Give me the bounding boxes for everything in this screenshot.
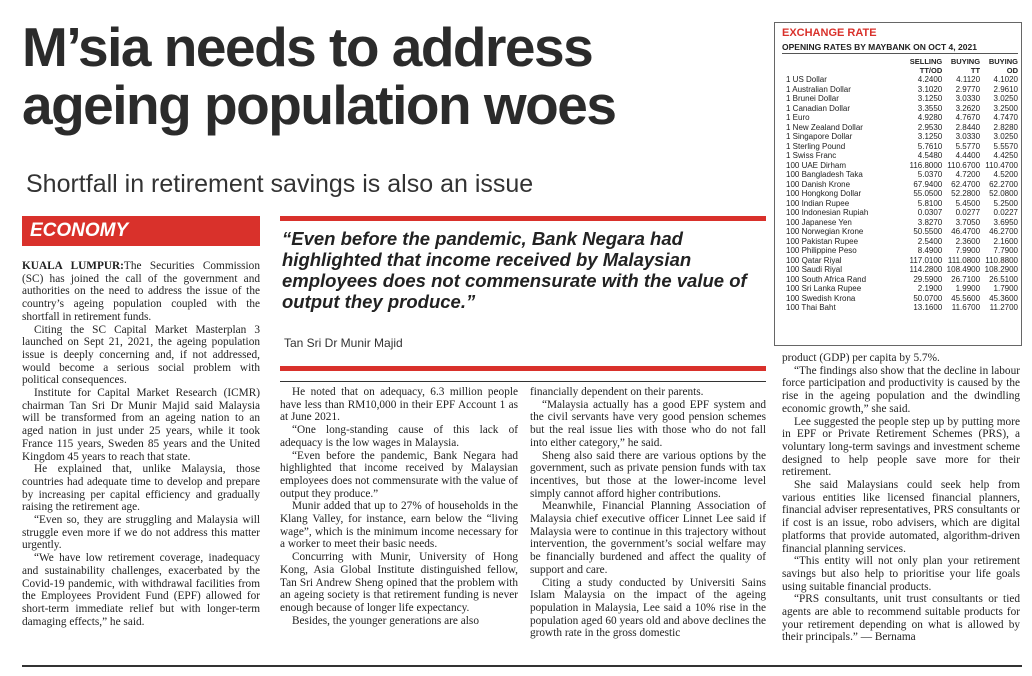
buying-tt-rate: 111.0800: [947, 255, 981, 265]
selling-rate: 4.2400: [917, 75, 943, 84]
buying-od-rate: 2.8280: [993, 122, 1018, 132]
buying-tt-rate: 45.5600: [951, 293, 981, 303]
column-top-rule: [280, 381, 766, 382]
selling-rate: 29.5900: [913, 274, 943, 284]
exchange-rate-row: [784, 227, 1020, 237]
exchange-rate-row: [784, 142, 1020, 152]
currency-name: 100 Indian Rupee: [786, 198, 850, 208]
buying-tt-rate: 5.4500: [955, 198, 981, 208]
buying-tt-rate: 3.2620: [955, 103, 981, 113]
exchange-rate-row: [784, 218, 1020, 228]
buying-od-rate: 62.2700: [989, 179, 1018, 189]
buying-od-rate: 7.7900: [993, 246, 1018, 255]
selling-rate: 3.1020: [917, 84, 943, 94]
article-paragraph: He explained that, unlike Malaysia, those countries had adequate time to develop and prepare by increasing per capital efficiency and gradually raising the retirement age.: [22, 463, 260, 514]
article-paragraph: She said Malaysians could seek help from various entities like licensed financial planners, financial adviser representatives, PRS consultants or if cost is an issue, robo advisers, which are digital platforms that provide automated, algorithm-driven financial planning services.: [782, 479, 1020, 555]
buying-tt-rate: 4.7670: [955, 113, 981, 122]
buying-tt-rate: 2.8440: [955, 122, 981, 132]
exchange-rate-row: [784, 75, 1020, 85]
exchange-rate-subtitle: OPENING RATES BY MAYBANK ON OCT 4, 2021: [782, 42, 977, 52]
subheadline: Shortfall in retirement savings is also an issue: [26, 170, 534, 198]
buying-od-rate: 4.5200: [993, 170, 1018, 179]
exchange-rate-row: [784, 284, 1020, 294]
buying-tt-rate: 110.6700: [947, 160, 981, 170]
buying-od-rate: 108.2900: [984, 265, 1018, 274]
exchange-rate-row: [784, 208, 1020, 218]
buying-tt-rate: 46.4700: [951, 227, 981, 236]
selling-rate: 5.8100: [917, 198, 943, 208]
buying-od-rate: 3.6950: [993, 217, 1018, 227]
exchange-rate-row: [784, 123, 1020, 133]
exchange-rate-row: [784, 104, 1020, 114]
article-paragraph: Institute for Capital Market Research (ICMR) chairman Tan Sri Dr Munir Majid said Malaysia will be transformed from an ageing nation to an aged nation in just under 25 years, while it took France 115 years, Sweden 85 years and the United Kingdom 45 years to reach that state.: [22, 387, 260, 463]
article-paragraph: Citing a study conducted by Universiti Sains Islam Malaysia on the impact of the ageing population in Malaysia, Lee said a 10% rise in the population aged 60 years old and above declines the growth rate in the gross domestic: [530, 576, 766, 640]
buying-od-rate: 0.0227: [993, 208, 1018, 217]
buying-tt-rate: 5.5770: [955, 141, 981, 151]
buying-od-rate: 5.2500: [993, 198, 1018, 208]
article-paragraph: Meanwhile, Financial Planning Association of Malaysia chief executive officer Linnet Lee said if Malaysia were to continue in this trajectory without intervention, the government’s social welfare may be financially burdened and affect the quality of support and care.: [530, 500, 766, 576]
selling-rate: 3.8270: [917, 217, 943, 227]
article-paragraph: “Even so, they are struggling and Malaysia will struggle even more if we do not address this matter urgently.: [22, 514, 260, 552]
buying-od-rate: 26.5100: [989, 274, 1018, 284]
article-column-4: [782, 352, 1020, 644]
currency-name: 100 Philippine Peso: [786, 246, 857, 255]
buying-tt-rate: 52.2800: [951, 189, 981, 198]
buying-od-rate: 2.1600: [993, 236, 1018, 246]
article-paragraph: financially dependent on their parents.: [530, 386, 704, 398]
buying-od-rate: 4.7470: [993, 113, 1018, 122]
selling-rate: 5.0370: [917, 170, 943, 179]
buying-od-rate: 4.4250: [993, 151, 1018, 160]
quote-bottom-rule: [280, 366, 766, 371]
currency-name: 100 Thai Baht: [786, 303, 836, 312]
buying-tt-rate: 7.9900: [955, 246, 981, 255]
selling-rate: 3.3550: [917, 103, 943, 113]
exchange-rate-row: [784, 94, 1020, 104]
buying-tt-rate: 3.0330: [955, 132, 981, 141]
buying-tt-header: BUYING TT: [950, 57, 981, 75]
buying-tt-rate: 2.9770: [955, 84, 981, 94]
selling-rate: 13.1600: [913, 303, 943, 312]
exchange-rate-row: [784, 113, 1020, 123]
selling-rate: 2.5400: [917, 236, 943, 246]
selling-rate: 5.7610: [917, 141, 943, 151]
currency-name: 1 Swiss Franc: [786, 151, 837, 160]
selling-rate: 117.0100: [909, 255, 943, 265]
exchange-rate-row: [784, 170, 1020, 180]
buying-od-header: BUYING OD: [988, 57, 1018, 75]
currency-name: 1 Euro: [786, 113, 810, 122]
buying-od-rate: 3.2500: [993, 103, 1018, 113]
currency-name: 100 Danish Krone: [786, 179, 851, 189]
exchange-rate-row: [784, 294, 1020, 304]
buying-od-rate: 3.0250: [993, 132, 1018, 141]
currency-name: 100 Norwegian Krone: [786, 227, 864, 236]
bottom-rule: [22, 665, 1022, 667]
selling-rate: 8.4900: [917, 246, 943, 255]
currency-name: 100 UAE Dirham: [786, 160, 847, 170]
selling-rate: 2.9530: [917, 122, 943, 132]
article-paragraph: “Malaysia actually has a good EPF system and the civil servants have very good pension schemes but the real issue lies with those who do not fall into either category,” he said.: [530, 398, 766, 449]
selling-rate: 3.1250: [917, 132, 943, 141]
currency-name: 1 Sterling Pound: [786, 141, 846, 151]
exchange-rate-row: [784, 199, 1020, 209]
article-paragraph: Citing the SC Capital Market Masterplan 3 launched on Sept 21, 2021, the ageing population issue is deeply concerning and, if not addressed, would become a serious social problem with political consequences.: [22, 323, 260, 387]
exchange-rate-row: [784, 151, 1020, 161]
exchange-rate-row: [784, 180, 1020, 190]
selling-rate: 67.9400: [913, 179, 943, 189]
article-paragraph: KUALA LUMPUR:The Securities Commission (SC) has joined the call of the government and authorities on the need to address the issue of the country’s ageing population coupled with the shortfall in retirement funds.: [22, 260, 260, 323]
quote-top-rule: [280, 216, 766, 221]
buying-tt-rate: 4.1120: [956, 75, 981, 84]
exchange-rate-title: EXCHANGE RATE: [782, 27, 877, 39]
buying-od-rate: 110.8800: [985, 255, 1018, 265]
buying-tt-rate: 62.4700: [951, 179, 981, 189]
exchange-rate-row: [784, 275, 1020, 285]
article-paragraph: Besides, the younger generations are also: [292, 614, 479, 627]
exchange-rate-row: [784, 256, 1020, 266]
buying-od-rate: 46.2700: [989, 227, 1018, 236]
article-paragraph: “PRS consultants, unit trust consultants or tied agents are able to recommend suitable products for your retirement depending on what is allowed by their principals.” — Bernama: [782, 593, 1020, 644]
article-column-2: [280, 386, 518, 627]
buying-od-rate: 2.9610: [993, 84, 1018, 94]
selling-rate: 4.5480: [917, 151, 943, 160]
buying-od-rate: 5.5570: [993, 141, 1018, 151]
headline: M’sia needs to address ageing population woes: [22, 16, 616, 136]
article-paragraph: “This entity will not only plan your retirement savings but also help to prioritise your life goals using suitable financial products.: [782, 555, 1020, 593]
currency-name: 100 South Africa Rand: [786, 274, 867, 284]
buying-od-rate: 110.4700: [985, 160, 1018, 170]
selling-rate: 50.5500: [913, 227, 943, 236]
pull-quote-attribution: Tan Sri Dr Munir Majid: [284, 336, 403, 350]
article-column-3: [530, 386, 766, 640]
exchange-rate-row: [784, 265, 1020, 275]
currency-name: 1 US Dollar: [786, 75, 827, 84]
exchange-rate-row: [784, 85, 1020, 95]
buying-tt-rate: 3.7050: [955, 217, 981, 227]
article-paragraph: Munir added that up to 27% of households in the Klang Valley, for instance, earn below the “living wage”, which is the minimum income necessary for a worker to meet their basic needs.: [280, 500, 518, 551]
article-column-1: [22, 260, 260, 628]
article-paragraph: Concurring with Munir, University of Hong Kong, Asia Global Institute distinguished fellow, Tan Sri Andrew Sheng opined that the problem with an ageing society is that retirement funding is never enough because of longer life expectancy.: [280, 551, 518, 614]
currency-name: 100 Pakistan Rupee: [786, 236, 859, 246]
selling-rate: 0.0307: [917, 208, 943, 217]
currency-name: 100 Bangladesh Taka: [786, 170, 863, 179]
buying-tt-rate: 2.3600: [955, 236, 981, 246]
article-paragraph: “Even before the pandemic, Bank Negara had highlighted that income received by Malaysian employees does not commensurate with the value of output they produce.”: [280, 449, 518, 500]
currency-name: 1 New Zealand Dollar: [786, 122, 863, 132]
buying-od-rate: 3.0250: [993, 94, 1018, 103]
buying-od-rate: 4.1020: [993, 75, 1018, 84]
buying-tt-rate: 26.7100: [951, 274, 981, 284]
exchange-rate-row: [784, 161, 1020, 171]
exchange-rate-row: [784, 246, 1020, 256]
currency-name: 100 Hongkong Dollar: [786, 189, 862, 198]
buying-tt-rate: 4.4400: [955, 151, 981, 160]
buying-tt-rate: 4.7200: [955, 170, 981, 179]
exchange-rate-row: [784, 132, 1020, 142]
article-paragraph: “The findings also show that the decline in labour force participation and productivity is caused by the rise in the ageing population and the dwindling economic growth,” she said.: [782, 364, 1020, 415]
currency-name: 100 Sri Lanka Rupee: [786, 284, 862, 293]
currency-name: 100 Saudi Riyal: [786, 265, 843, 274]
exchange-rate-divider: [782, 53, 1018, 54]
article-paragraph: Lee suggested the people step up by putting more in EPF or Private Retirement Schemes (PRS), a voluntary long-term savings and investment scheme designed to help people save more for their retirement.: [782, 415, 1020, 479]
currency-name: 100 Indonesian Rupiah: [786, 208, 869, 217]
exchange-rate-row: [784, 189, 1020, 199]
currency-name: 100 Japanese Yen: [786, 217, 852, 227]
selling-rate: 116.8000: [909, 160, 943, 170]
exchange-rate-row: [784, 237, 1020, 247]
buying-od-rate: 45.3600: [989, 293, 1018, 303]
selling-rate: 2.1900: [917, 284, 943, 293]
buying-tt-rate: 1.9900: [955, 284, 981, 293]
selling-rate: 3.1250: [917, 94, 943, 103]
currency-name: 100 Swedish Krona: [786, 293, 856, 303]
buying-tt-rate: 3.0330: [955, 94, 981, 103]
currency-name: 1 Australian Dollar: [786, 84, 851, 94]
article-paragraph: He noted that on adequacy, 6.3 million people have less than RM10,000 in their EPF Account 1 as at June 2021.: [280, 386, 518, 424]
selling-rate: 114.2800: [909, 265, 943, 274]
selling-rate: 50.0700: [913, 293, 943, 303]
buying-tt-rate: 108.4900: [946, 265, 981, 274]
exchange-rate-row: [784, 303, 1020, 313]
article-paragraph: product (GDP) per capita by 5.7%.: [782, 352, 940, 364]
currency-name: 1 Brunei Dollar: [786, 94, 839, 103]
selling-rate: 4.9280: [917, 113, 943, 122]
section-tag: ECONOMY: [22, 216, 260, 246]
selling-rate: 55.0500: [913, 189, 943, 198]
article-paragraph: “We have low retirement coverage, inadequacy and sustainability challenges, exacerbated by the Covid-19 pandemic, with withdrawal facilities from the Employees Provident Fund (EPF) allowed for short-term immediate relief but with longer-term damaging effects,” he said.: [22, 552, 260, 628]
pull-quote-text: “Even before the pandemic, Bank Negara had highlighted that income received by Malaysian employees does not commensurate with the value of output they produce.”: [282, 228, 747, 312]
article-paragraph: Sheng also said there are various options by the government, such as private pension funds with tax incentives, but those at the lower-income level simply cannot afford higher contributions.: [530, 449, 766, 500]
buying-od-rate: 11.2700: [989, 303, 1018, 312]
currency-name: 1 Canadian Dollar: [786, 103, 851, 113]
exchange-rate-table: [784, 57, 1020, 313]
currency-header: [784, 57, 906, 75]
buying-tt-rate: 11.6700: [951, 303, 981, 312]
buying-od-rate: 1.7900: [993, 284, 1018, 293]
buying-tt-rate: 0.0277: [955, 208, 981, 217]
buying-od-rate: 52.0800: [989, 189, 1018, 198]
currency-name: 1 Singapore Dollar: [786, 132, 853, 141]
selling-header: SELLING TT/OD: [909, 57, 943, 75]
dateline: KUALA LUMPUR:: [22, 260, 124, 272]
article-paragraph: “One long-standing cause of this lack of adequacy is the low wages in Malaysia.: [280, 424, 518, 449]
currency-name: 100 Qatar Riyal: [786, 255, 842, 265]
